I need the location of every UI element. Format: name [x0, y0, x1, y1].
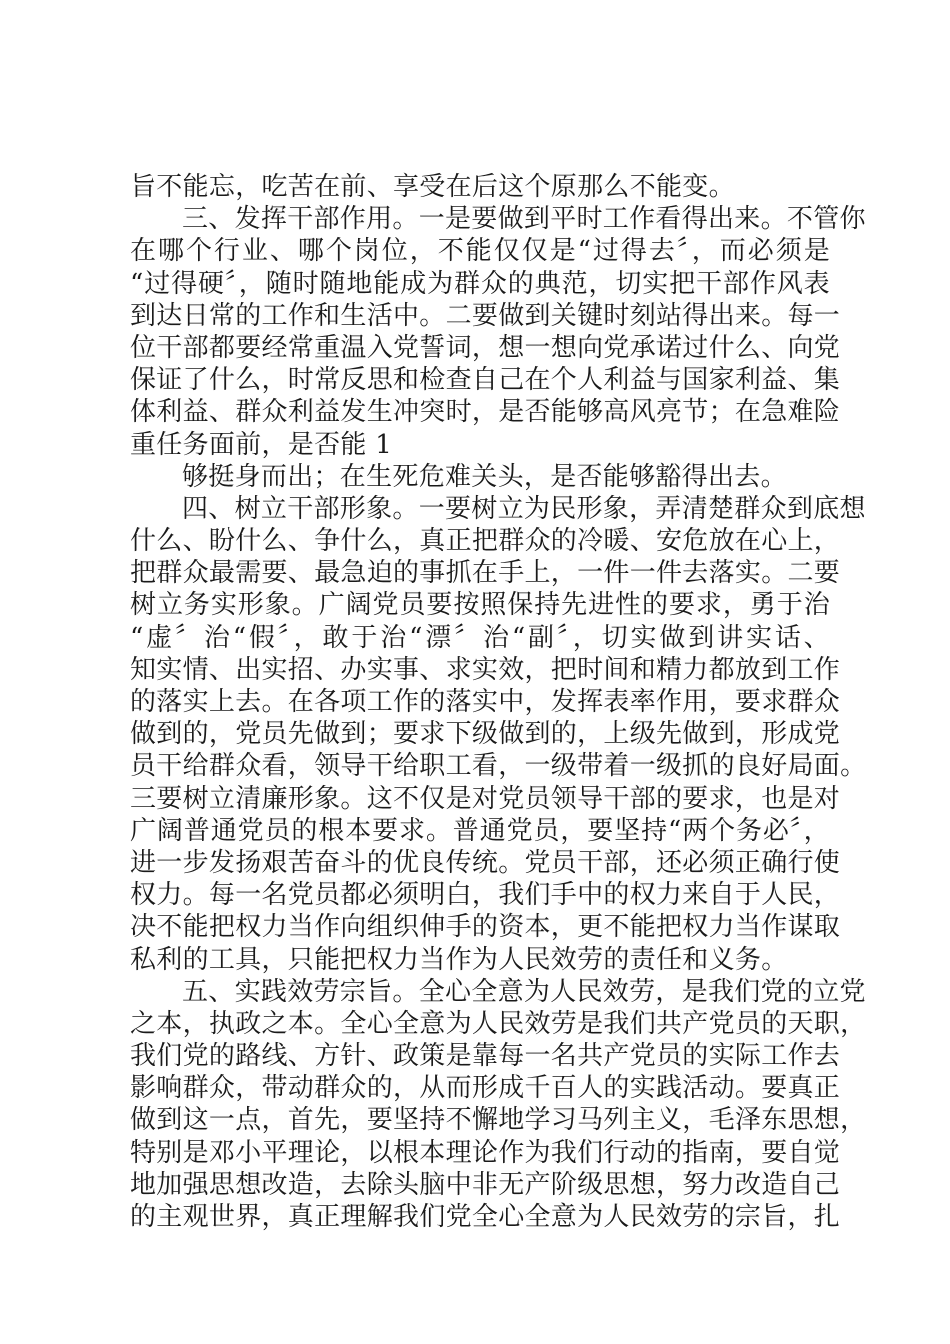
text-line: 决不能把权力当作向组织伸手的资本，更不能把权力当作谋取: [130, 912, 841, 943]
text-line: 四、树立干部形象。一要树立为民形象，弄清楚群众到底想: [182, 493, 866, 524]
text-line: “过得硬〞，随时随地能成为群众的典范，切实把干部作风表: [130, 268, 830, 299]
text-line: 做到这一点，首先，要坚持不懈地学习马列主义，毛泽东思想，: [130, 1105, 867, 1136]
text-line: 知实情、出实招、办实事、求实效，把时间和精力都放到工作: [130, 654, 841, 685]
text-line: 到达日常的工作和生活中。二要做到关键时刻站得出来。每一: [130, 300, 841, 331]
text-line: 的主观世界，真正理解我们党全心全意为人民效劳的宗旨，扎: [130, 1202, 841, 1232]
text-line: 员干给群众看，领导干给职工看，一级带着一级抓的良好局面。: [130, 751, 867, 782]
text-line: 做到的，党员先做到；要求下级做到的，上级先做到，形成党: [130, 719, 841, 750]
text-line: 五、实践效劳宗旨。全心全意为人民效劳，是我们党的立党: [182, 976, 866, 1007]
text-line: 私利的工具，只能把权力当作为人民效劳的责任和义务。: [130, 944, 788, 975]
paragraph: [130, 171, 830, 203]
text-line: 保证了什么，时常反思和检查自己在个人利益与国家利益、集: [130, 365, 841, 396]
text-line: 够挺身而出；在生死危难关头，是否能够豁得出去。: [182, 461, 787, 492]
text-line: 我们党的路线、方针、政策是靠每一名共产党员的实际工作去: [130, 1041, 841, 1072]
text-line: 把群众最需要、最急迫的事抓在手上，一件一件去落实。二要: [130, 558, 841, 589]
text-line: “虚〞治“假〞，敢于治“漂〞治“副〞，切实做到讲实话、: [130, 622, 830, 653]
document-page: [130, 171, 867, 1233]
text-line: 三、发挥干部作用。一是要做到平时工作看得出来。不管你: [182, 204, 866, 235]
text-line: 地加强思想改造，去除头脑中非无产阶级思想，努力改造自己: [130, 1169, 841, 1200]
text-line: 位干部都要经常重温入党誓词，想一想向党承诺过什么、向党: [130, 332, 841, 363]
text-line: 树立务实形象。广阔党员要按照保持先进性的要求，勇于治: [130, 590, 830, 621]
text-line: 权力。每一名党员都必须明白，我们手中的权力来自于人民，: [130, 880, 841, 911]
text-line: 影响群众，带动群众的，从而形成千百人的实践活动。要真正: [130, 1073, 841, 1104]
paragraph: [130, 976, 867, 1234]
text-line: 重任务面前，是否能 1: [130, 429, 393, 460]
text-line: 旨不能忘，吃苦在前、享受在后这个原那么不能变。: [130, 172, 735, 202]
text-line: 进一步发扬艰苦奋斗的优良传统。党员干部，还必须正确行使: [130, 847, 841, 878]
text-line: 广阔普通党员的根本要求。普通党员，要坚持“两个务必〞，: [130, 815, 830, 846]
paragraph: [130, 203, 866, 461]
paragraph: [130, 493, 867, 976]
text-line: 特别是邓小平理论，以根本理论作为我们行动的指南，要自觉: [130, 1137, 841, 1168]
text-line: 三要树立清廉形象。这不仅是对党员领导干部的要求，也是对: [130, 783, 841, 814]
text-line: 什么、盼什么、争什么，真正把群众的冷暖、安危放在心上，: [130, 526, 841, 557]
text-line: 之本，执政之本。全心全意为人民效劳是我们共产党员的天职，: [130, 1008, 867, 1039]
text-line: 体利益、群众利益发生冲突时，是否能够高风亮节；在急难险: [130, 397, 841, 428]
paragraph: [130, 461, 830, 493]
text-line: 在哪个行业、哪个岗位，不能仅仅是“过得去〞，而必须是: [130, 236, 830, 267]
text-line: 的落实上去。在各项工作的落实中，发挥表率作用，要求群众: [130, 687, 841, 717]
